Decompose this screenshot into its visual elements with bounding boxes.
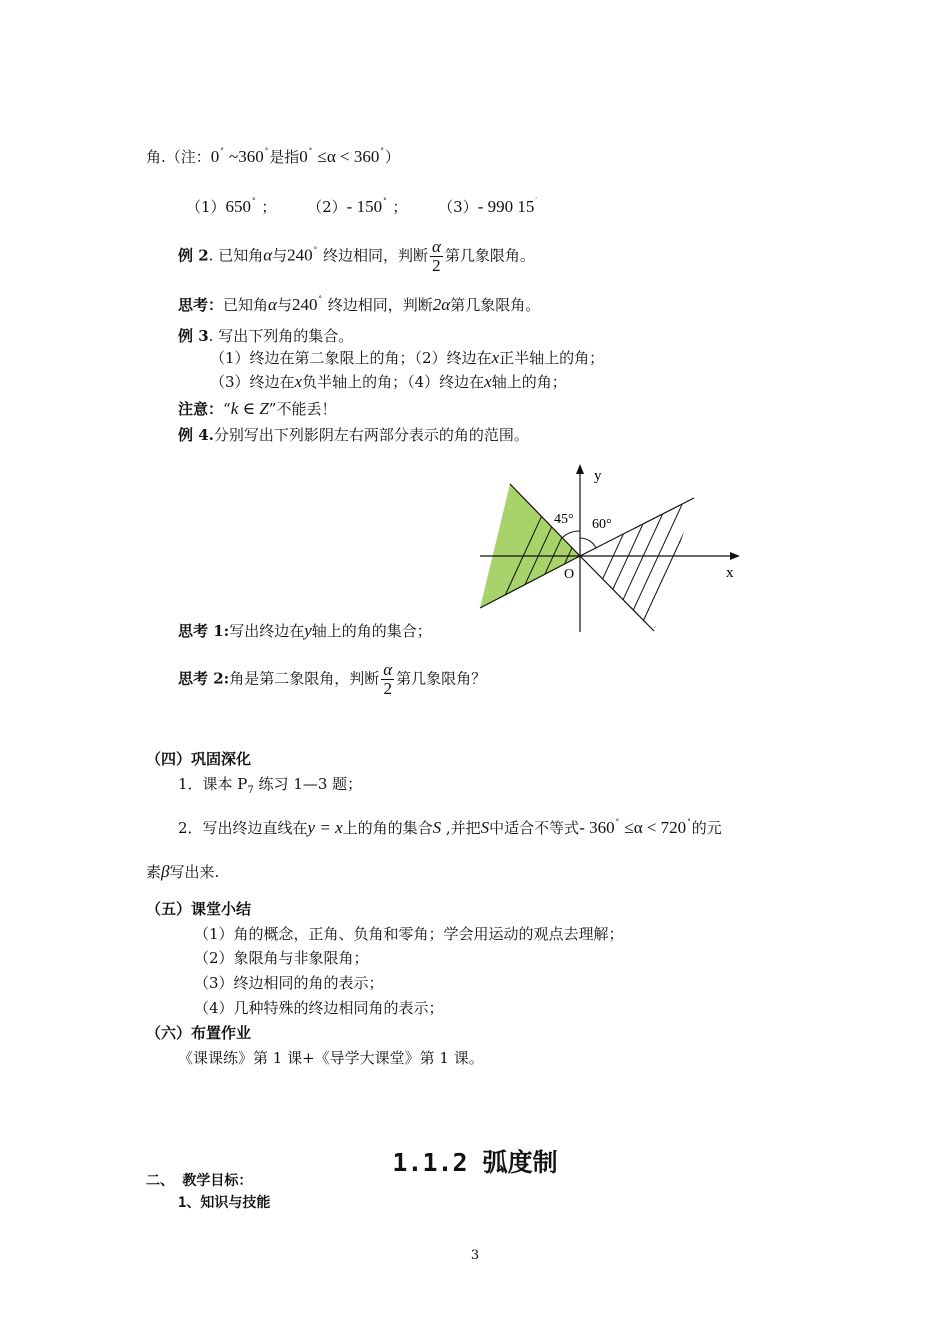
think-1: 思考 1:写出终边在y轴上的角的集合； [178, 621, 432, 640]
exercise-items [186, 191, 538, 217]
example-4: 例 4.分别写出下列影阴左右两部分表示的角的范围。 [178, 426, 529, 444]
x-axis-arrow [730, 552, 740, 560]
y-axis-label: y [594, 468, 602, 484]
intro-note: 角.（注：0° ~360°是指0° ≤α < 360°） [146, 147, 400, 166]
teaching-goals-label: 二、 教学目标： [146, 1173, 253, 1189]
exercise-item-3: （3）- 990 15′ [438, 197, 537, 216]
section-6-title: （六）布置作业 [146, 1024, 252, 1042]
section-4-item-2: 2．写出终边直线在y = x上的角的集合S ,并把S中适合不等式- 360° ≤α < 720°的元 [178, 818, 722, 837]
page-number: 3 [470, 1248, 480, 1263]
angle-60-label: 60° [592, 517, 612, 532]
section-5-title: （五）课堂小结 [146, 900, 252, 918]
summary-item-2: （2）象限角与非象限角； [194, 949, 369, 967]
y-axis-arrow [576, 464, 584, 474]
example-3: 例 3. 写出下列角的集合。 [178, 327, 354, 345]
think-2: 思考 2:角是第二象限角，判断 $\frac{\alpha}{2}$ 第几象限角？ [178, 660, 487, 698]
note: 注意：“k ∈ Z”不能丢！ [178, 399, 337, 418]
angle-arc-right [580, 538, 596, 548]
section-4-item-1: 1．课本 $P_7$ 练习 1—3 题； [178, 775, 363, 796]
summary-item-1: （1）角的概念，正角、负角和零角；学会用运动的观点去理解； [194, 925, 624, 943]
section-4-item-2-cont: 素β写出来. [146, 862, 220, 881]
summary-item-4: （4）几种特殊的终边相同角的表示； [194, 999, 444, 1017]
example-3-line-2: （3）终边在x负半轴上的角；（4）终边在x轴上的角； [210, 372, 567, 391]
exercise-item-2: （2）- 150° ； [307, 197, 408, 216]
exercise-item-1: （1）650° ； [186, 197, 277, 216]
alpha-over-2-fraction: $\frac{\alpha}{2}$ [383, 660, 393, 698]
angle-45-label: 45° [554, 512, 574, 527]
example-2: 例 2. 已知角α与240° 终边相同，判断 $\frac{\alpha}{2}$ 第几象限角。 [178, 237, 535, 275]
shaded-region-left [480, 484, 580, 608]
section-4-title: （四）巩固深化 [146, 750, 252, 768]
example-3-line-1: （1）终边在第二象限上的角；（2）终边在x正半轴上的角； [210, 348, 605, 367]
x-axis-label: x [726, 565, 734, 581]
summary-item-3: （3）终边相同的角的表示； [194, 974, 384, 992]
section-heading: 1.1.2 弧度制 [392, 1148, 558, 1177]
angle-figure [470, 458, 760, 638]
alpha-over-2-fraction: $\frac{\alpha}{2}$ [431, 237, 441, 275]
think-question: 思考：已知角α与240° 终边相同，判断2α第几象限角。 [178, 295, 541, 314]
origin-label: O [564, 567, 575, 582]
ray-lower-right [580, 556, 654, 631]
angle-arc-left [562, 531, 580, 538]
knowledge-skills-label: 1、知识与技能 [178, 1195, 271, 1211]
homework: 《课课练》第 1 课+《导学大课堂》第 1 课。 [178, 1049, 484, 1067]
